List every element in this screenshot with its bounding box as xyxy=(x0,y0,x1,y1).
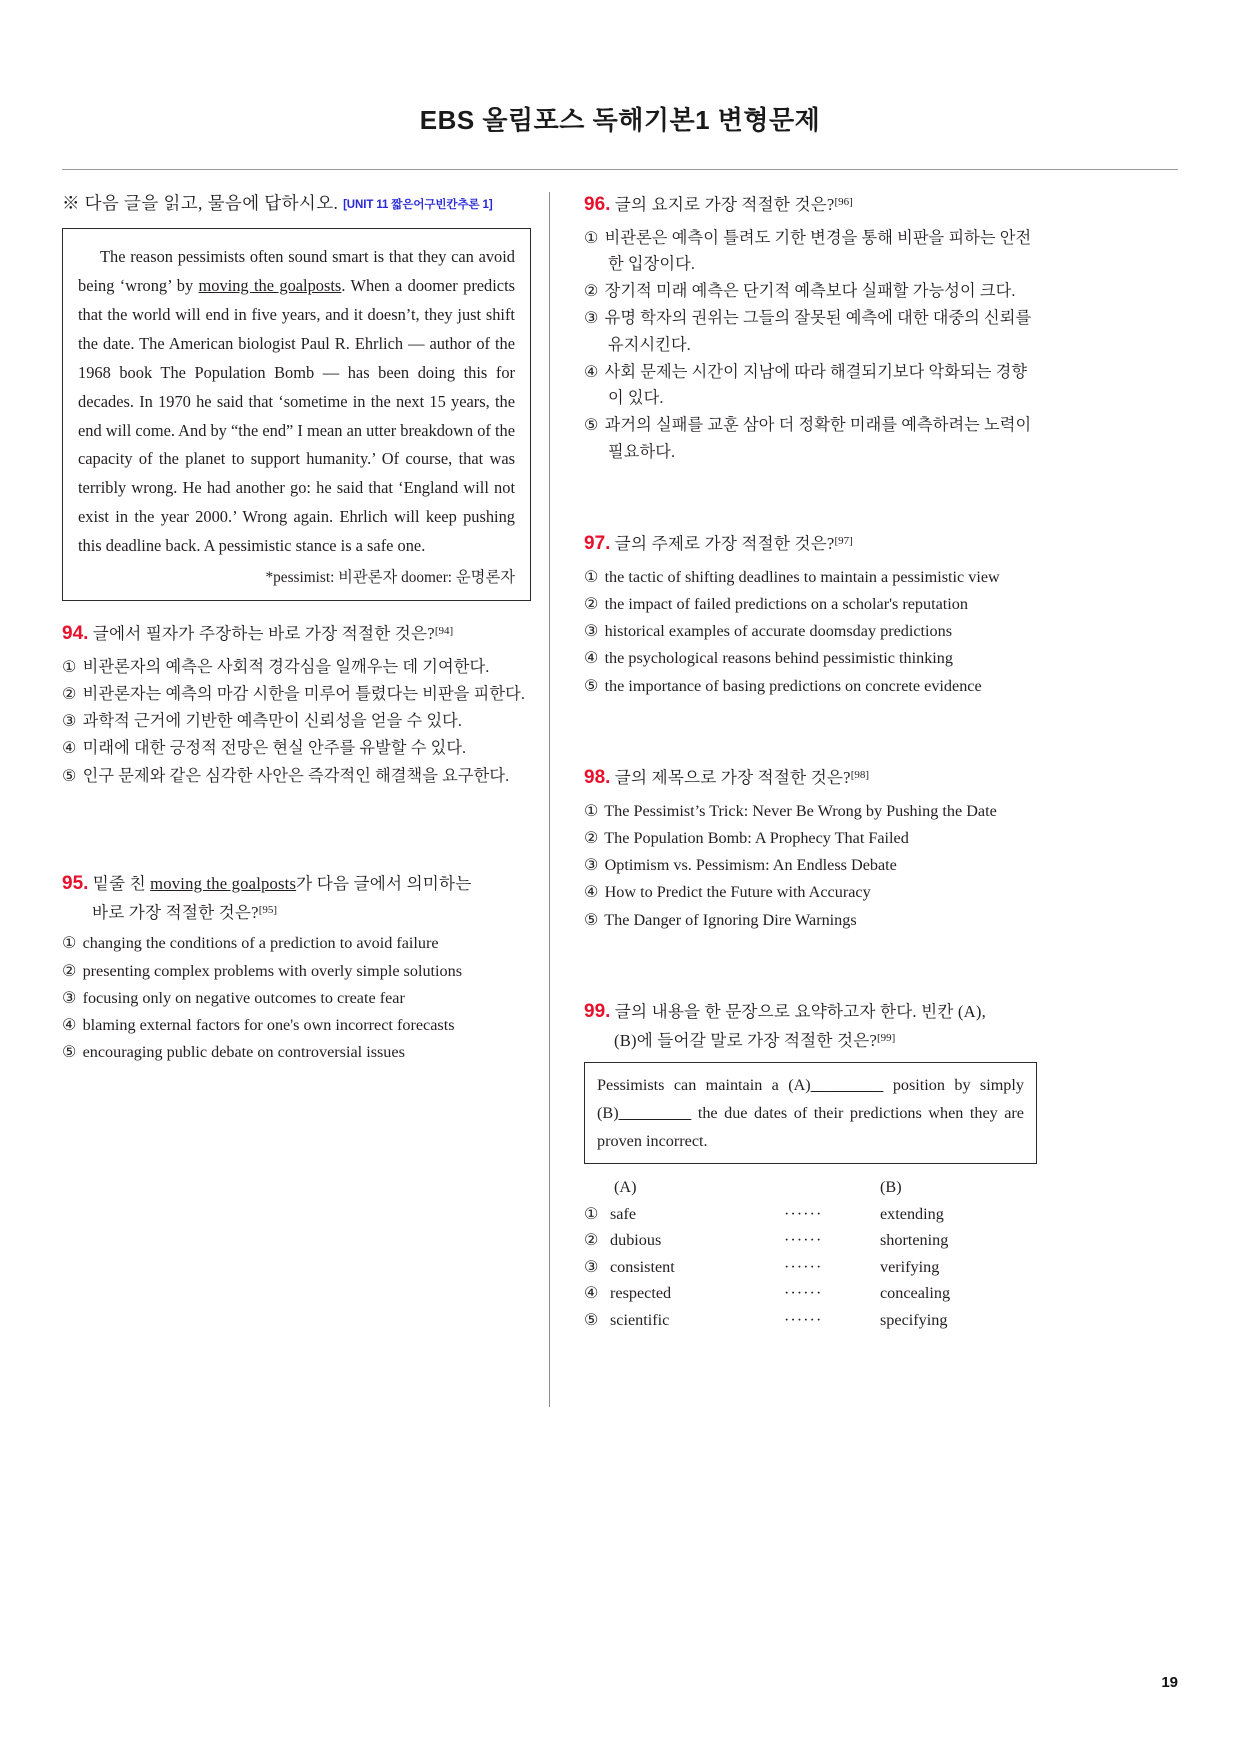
summary-blank-b[interactable]: ________ xyxy=(618,1104,692,1123)
question-97-number: 97. xyxy=(584,532,611,554)
choice-item[interactable] xyxy=(584,645,1037,671)
choice-marker: ④ xyxy=(62,1016,79,1035)
question-99-stem-line2 xyxy=(614,1028,1037,1055)
choice-item[interactable] xyxy=(584,673,1037,699)
question-98-stem xyxy=(584,763,1037,794)
choice-b-value: verifying xyxy=(880,1257,940,1276)
summary-blank-a[interactable]: ________ xyxy=(810,1076,884,1095)
choice-marker: ① xyxy=(62,657,79,676)
spacer xyxy=(584,715,1037,745)
choice-item[interactable] xyxy=(62,735,531,761)
choice-a-value: safe xyxy=(610,1204,637,1223)
table-row[interactable] xyxy=(584,1201,1037,1228)
title-divider xyxy=(62,169,1178,170)
passage-footnote: *pessimist: 비관론자 doomer: 운명론자 xyxy=(265,568,515,586)
question-95-number: 95. xyxy=(62,872,89,894)
choice-text: The Danger of Ignoring Dire Warnings xyxy=(604,910,857,929)
choice-text: the psychological reasons behind pessimistic thinking xyxy=(604,649,953,668)
choice-marker: ⑤ xyxy=(62,766,79,785)
choice-marker: ④ xyxy=(584,883,601,902)
spacer xyxy=(62,805,531,851)
page-title: EBS 올림포스 독해기본1 변형문제 xyxy=(419,105,821,135)
summary-s1: Pessimists can maintain a (A) xyxy=(597,1076,811,1095)
choice-text: 비관론은 예측이 틀려도 기한 변경을 통해 비판을 피하는 안전한 입장이다. xyxy=(604,228,1032,273)
page-number: 19 xyxy=(1161,1674,1178,1691)
question-98 xyxy=(584,763,1037,933)
summary-text xyxy=(597,1072,1024,1156)
choice-marker: ③ xyxy=(62,712,79,731)
direction-text: ※ 다음 글을 읽고, 물음에 답하시오. xyxy=(62,193,339,213)
choice-item[interactable] xyxy=(62,763,531,789)
choice-item[interactable] xyxy=(584,278,1037,304)
choice-marker: ⑤ xyxy=(584,910,601,929)
question-95-stem-line2 xyxy=(92,900,531,927)
unit-tag: [UNIT 11 짧은어구빈칸추론 1] xyxy=(343,199,493,211)
question-96 xyxy=(584,190,1037,465)
choice-text: 미래에 대한 긍정적 전망은 현실 안주를 유발할 수 있다. xyxy=(82,739,467,758)
choice-text: 사회 문제는 시간이 지남에 따라 해결되기보다 악화되는 경향이 있다. xyxy=(604,362,1028,408)
choice-marker: ② xyxy=(584,1231,599,1250)
column-header-b: (B) xyxy=(880,1177,902,1196)
choice-marker: ③ xyxy=(584,622,601,641)
two-column-layout xyxy=(62,190,1178,1407)
question-98-number: 98. xyxy=(584,766,611,788)
choice-text: focusing only on negative outcomes to create fear xyxy=(82,988,405,1007)
question-94-sup: [94] xyxy=(434,624,454,637)
choice-a-value: consistent xyxy=(610,1257,675,1276)
choice-marker: ① xyxy=(584,1204,599,1223)
choice-marker: ④ xyxy=(584,1284,599,1303)
passage-text xyxy=(78,243,515,561)
column-header-a: (A) xyxy=(614,1177,637,1196)
choice-text: encouraging public debate on controversial issues xyxy=(82,1043,405,1062)
question-96-sup: [96] xyxy=(834,196,853,208)
question-97-sup: [97] xyxy=(834,534,853,547)
dots-separator: ······ xyxy=(784,1284,823,1303)
choice-text: the impact of failed predictions on a scholar's reputation xyxy=(604,594,968,613)
choice-marker: ① xyxy=(62,934,79,953)
choice-marker: ③ xyxy=(584,856,601,875)
choice-text: 인구 문제와 같은 심각한 사안은 즉각적인 해결책을 요구한다. xyxy=(82,766,510,785)
choice-item[interactable] xyxy=(584,852,1037,878)
direction-line xyxy=(62,190,531,216)
choice-item[interactable] xyxy=(584,879,1037,905)
question-95-choices xyxy=(62,930,531,1065)
choice-item[interactable] xyxy=(62,1039,531,1065)
choice-item[interactable] xyxy=(62,681,531,707)
choice-item[interactable] xyxy=(62,654,531,680)
table-row[interactable] xyxy=(584,1227,1037,1254)
question-94-stem xyxy=(62,619,531,650)
table-header-row xyxy=(584,1174,1037,1201)
summary-s3: the due dates of their predictions when they are proven incorrect. xyxy=(597,1104,1024,1151)
question-95-stem-line2-text: 바로 가장 적절한 것은? xyxy=(92,902,259,922)
choice-text: the importance of basing predictions on concrete evidence xyxy=(604,676,982,695)
choice-marker: ③ xyxy=(584,1257,599,1276)
spacer xyxy=(584,949,1037,979)
choice-text: The Pessimist’s Trick: Never Be Wrong by Pushing the Date xyxy=(604,801,997,820)
choice-text: The Population Bomb: A Prophecy That Failed xyxy=(604,828,909,847)
choice-b-value: concealing xyxy=(880,1284,951,1303)
choice-marker: ③ xyxy=(62,988,79,1007)
question-99-stem-line1: 글의 내용을 한 문장으로 요약하고자 한다. 빈칸 (A), xyxy=(614,1001,986,1021)
table-row[interactable] xyxy=(584,1254,1037,1281)
choice-item[interactable] xyxy=(584,907,1037,933)
choice-item[interactable] xyxy=(584,564,1037,590)
choice-a-value: scientific xyxy=(610,1310,670,1329)
ab-choices-table xyxy=(584,1174,1037,1333)
choice-text: changing the conditions of a prediction to avoid failure xyxy=(82,934,439,953)
choice-marker: ② xyxy=(584,594,601,613)
choice-item[interactable] xyxy=(584,591,1037,617)
question-95 xyxy=(62,869,531,1066)
dots-separator: ······ xyxy=(784,1204,823,1223)
choice-a-value: respected xyxy=(610,1284,672,1303)
choice-marker: ⑤ xyxy=(584,416,601,435)
question-95-stem-pre: 밑줄 친 xyxy=(92,873,151,893)
choice-marker: ⑤ xyxy=(62,1043,79,1062)
choice-marker: ② xyxy=(584,282,601,301)
question-95-underlined-phrase: moving the goalposts xyxy=(150,873,297,893)
question-98-sup: [98] xyxy=(850,768,870,781)
choice-text: Optimism vs. Pessimism: An Endless Debate xyxy=(604,856,897,875)
ab-table-body xyxy=(584,1201,1037,1334)
dots-separator: ······ xyxy=(784,1231,823,1250)
choice-marker: ④ xyxy=(584,362,601,381)
question-94 xyxy=(62,619,531,789)
question-96-stem-text: 글의 요지로 가장 적절한 것은? xyxy=(614,195,835,214)
choice-text: historical examples of accurate doomsday predictions xyxy=(604,622,953,641)
table-row[interactable] xyxy=(584,1307,1037,1334)
ab-table-head xyxy=(584,1174,1037,1201)
question-95-stem-post: 가 다음 글에서 의미하는 xyxy=(296,873,472,893)
passage-part2: . When a doomer predicts that the world will end in five years, and it doesn’t, they just shift the date. The American biologist Paul R. Ehrlich — author of the 1968 book The Population Bomb — has been doing this for decades. In 1970 he said that ‘sometime in the next 15 years, the end will come. And by “the end” I mean an utter breakdown of the capacity of the planet to support humanity.’ Of course, that was terribly wrong. He had another go: he said that ‘England will not exist in the year 2000.’ Wrong again. Ehrlich will keep pushing this deadline back. A pessimistic stance is a safe one. xyxy=(78,276,516,555)
choice-marker: ③ xyxy=(584,309,601,328)
question-96-stem xyxy=(584,190,1037,221)
choice-text: 과학적 근거에 기반한 예측만이 신뢰성을 얻을 수 있다. xyxy=(82,712,463,731)
question-97-choices xyxy=(584,564,1037,699)
choice-marker: ① xyxy=(584,567,601,586)
choice-marker: ② xyxy=(62,961,79,980)
summary-s2: position by simply (B) xyxy=(597,1076,1024,1123)
question-96-choices xyxy=(584,225,1037,465)
question-97-stem xyxy=(584,529,1037,560)
question-95-sup: [95] xyxy=(258,903,278,916)
left-column xyxy=(62,190,549,1407)
choice-a-value: dubious xyxy=(610,1231,662,1250)
question-99 xyxy=(584,997,1037,1334)
choice-marker: ④ xyxy=(62,739,79,758)
choice-text: 장기적 미래 예측은 단기적 예측보다 실패할 가능성이 크다. xyxy=(604,282,1016,301)
choice-b-value: extending xyxy=(880,1204,944,1223)
choice-marker: ⑤ xyxy=(584,1310,599,1329)
question-94-number: 94. xyxy=(62,622,89,644)
question-99-stem xyxy=(584,997,1037,1055)
question-98-stem-text: 글의 제목으로 가장 적절한 것은? xyxy=(614,767,851,787)
choice-item[interactable] xyxy=(584,305,1037,357)
question-97-stem-text: 글의 주제로 가장 적절한 것은? xyxy=(614,533,835,553)
question-95-stem xyxy=(62,869,531,927)
choice-text: the tactic of shifting deadlines to maintain a pessimistic view xyxy=(604,567,1000,586)
choice-item[interactable] xyxy=(584,825,1037,851)
choice-text: blaming external factors for one's own incorrect forecasts xyxy=(82,1016,455,1035)
choice-b-value: specifying xyxy=(880,1310,948,1329)
passage-box xyxy=(62,228,531,601)
choice-marker: ① xyxy=(584,228,601,247)
choice-item[interactable] xyxy=(584,359,1037,411)
choice-item[interactable] xyxy=(584,225,1037,277)
right-column xyxy=(550,190,1037,1407)
choice-marker: ④ xyxy=(584,649,601,668)
choice-item[interactable] xyxy=(584,798,1037,824)
question-94-choices xyxy=(62,654,531,789)
choice-text: 유명 학자의 권위는 그들의 잘못된 예측에 대한 대중의 신뢰를 유지시킨다. xyxy=(604,309,1032,354)
spacer xyxy=(584,481,1037,511)
choice-item[interactable] xyxy=(584,412,1037,464)
passage-underlined-phrase: moving the goalposts xyxy=(198,276,342,296)
passage-part1: The reason pessimists often sound smart is that they can avoid being ‘wrong’ by xyxy=(78,247,515,296)
choice-item[interactable] xyxy=(62,958,531,984)
choice-item[interactable] xyxy=(584,618,1037,644)
dots-separator: ······ xyxy=(784,1310,823,1329)
question-94-stem-text: 글에서 필자가 주장하는 바로 가장 적절한 것은? xyxy=(92,623,435,643)
dots-separator: ······ xyxy=(784,1257,823,1276)
choice-item[interactable] xyxy=(62,985,531,1011)
choice-item[interactable] xyxy=(62,930,531,956)
choice-text: 비관론자의 예측은 사회적 경각심을 일깨우는 데 기여한다. xyxy=(82,657,490,676)
question-96-number: 96. xyxy=(584,194,611,215)
question-98-choices xyxy=(584,798,1037,933)
choice-marker: ⑤ xyxy=(584,676,601,695)
question-99-sup: [99] xyxy=(877,1031,896,1044)
question-97 xyxy=(584,529,1037,699)
choice-marker: ① xyxy=(584,801,601,820)
question-99-stem-line2-text: (B)에 들어갈 말로 가장 적절한 것은? xyxy=(614,1030,878,1050)
choice-b-value: shortening xyxy=(880,1231,949,1250)
choice-text: 비관론자는 예측의 마감 시한을 미루어 틀렸다는 비판을 피한다. xyxy=(82,684,526,703)
question-99-number: 99. xyxy=(584,1000,611,1022)
choice-marker: ② xyxy=(62,684,79,703)
choice-item[interactable] xyxy=(62,1012,531,1038)
table-row[interactable] xyxy=(584,1280,1037,1307)
choice-text: 과거의 실패를 교훈 삼아 더 정확한 미래를 예측하려는 노력이 필요하다. xyxy=(604,416,1032,461)
choice-text: How to Predict the Future with Accuracy xyxy=(604,883,871,902)
choice-item[interactable] xyxy=(62,708,531,734)
choice-text: presenting complex problems with overly simple solutions xyxy=(82,961,463,980)
choice-marker: ② xyxy=(584,828,601,847)
summary-box xyxy=(584,1062,1037,1164)
